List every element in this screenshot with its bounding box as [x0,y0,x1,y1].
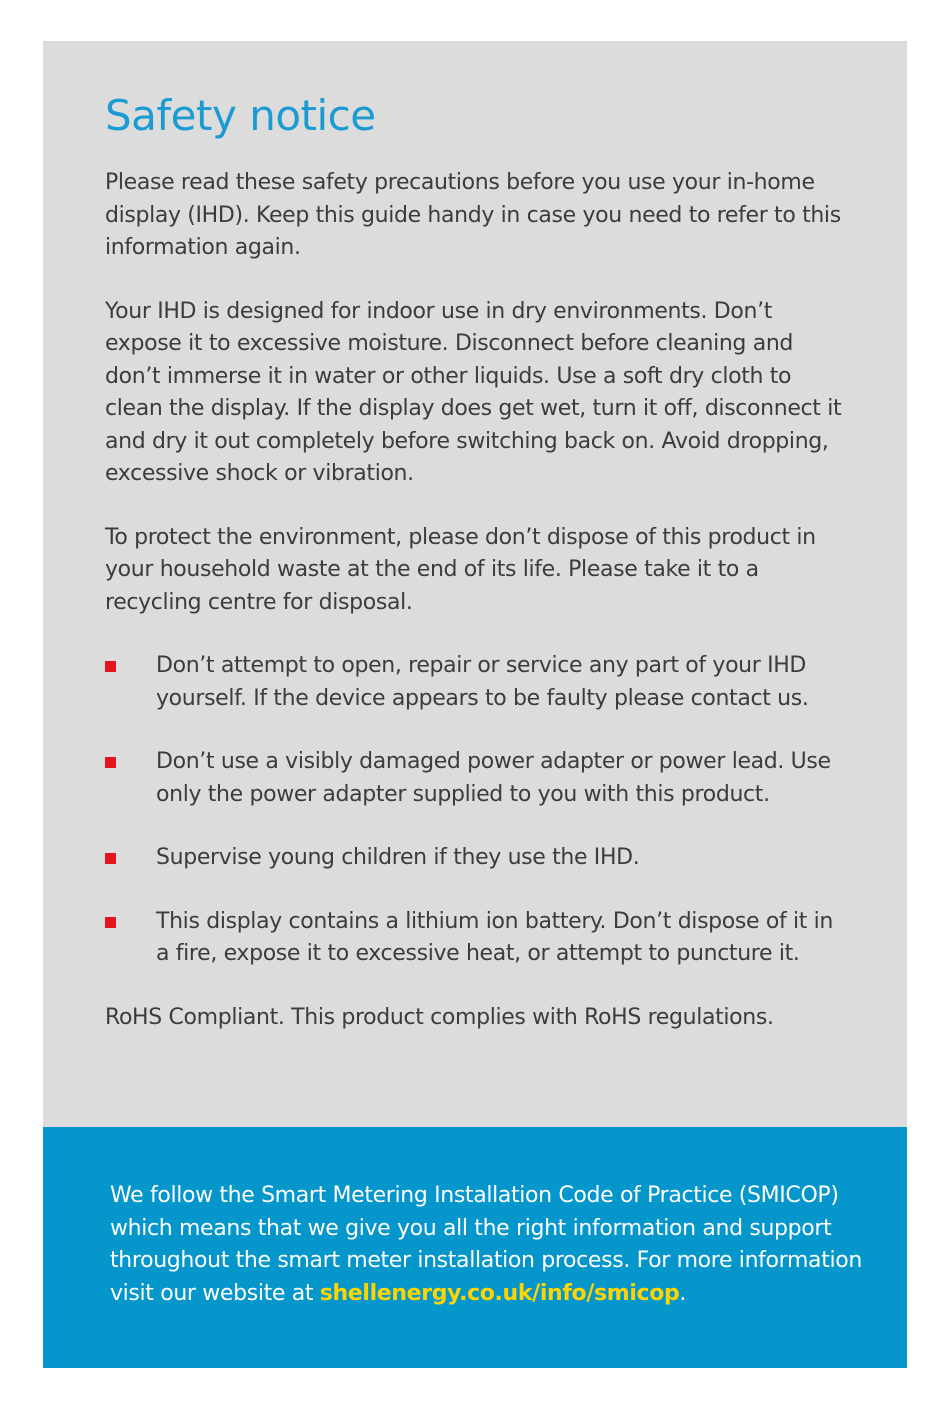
usage-paragraph: Your IHD is designed for indoor use in dry environments. Don’t expose it to excessive moisture. Disconnect before cleaning and don’t immerse it in water or other liquids. Use a soft dry cloth to clean the display. If the display does get wet, turn it off, disconnect it and dry it out completely before switching back on. Avoid dropping, excessive shock or vibration. [105,298,842,487]
list-item-text: Don’t attempt to open, repair or service any part of your IHD yourself. If the device appears to be faulty please contact us. [156,653,809,711]
bullet-square-icon [105,853,116,864]
safety-notice-content [105,91,845,1065]
footer-body-text: We follow the Smart Metering Installation Code of Practice (SMICOP) which means that we give you all the right information and support throughout the smart meter installation process. For more information visit our website at [110,1183,862,1306]
website-link[interactable]: shellenergy.co.uk/info/smicop [319,1280,680,1306]
bullet-square-icon [105,757,116,768]
list-item-text: This display contains a lithium ion battery. Don’t dispose of it in a fire, expose it to excessive heat, or attempt to puncture it. [156,908,834,967]
bullet-square-icon [105,661,116,672]
list-item [105,842,845,875]
compliance-statement: RoHS Compliant. This product complies with RoHS regulations. [105,1004,774,1030]
footer-end-punctuation: . [679,1280,687,1306]
safety-bullet-list [105,650,845,971]
bullet-square-icon [105,917,116,928]
list-item-text: Supervise young children if they use the IHD. [156,845,640,871]
safety-notice-card [43,41,907,1127]
environment-paragraph: To protect the environment, please don’t dispose of this product in your household waste at the end of its life. Please take it to a recycling centre for disposal. [105,524,816,615]
list-item [105,746,845,811]
footer-text [110,1180,870,1310]
list-item-text: Don’t use a visibly damaged power adapter or power lead. Use only the power adapter supplied to you with this product. [156,749,831,807]
intro-paragraph: Please read these safety precautions before you use your in-home display (IHD). Keep this guide handy in case you need to refer to this information again. [105,170,841,261]
smicop-footer [43,1127,907,1368]
list-item [105,650,845,715]
page-title: Safety notice [105,91,376,140]
list-item [105,906,845,971]
